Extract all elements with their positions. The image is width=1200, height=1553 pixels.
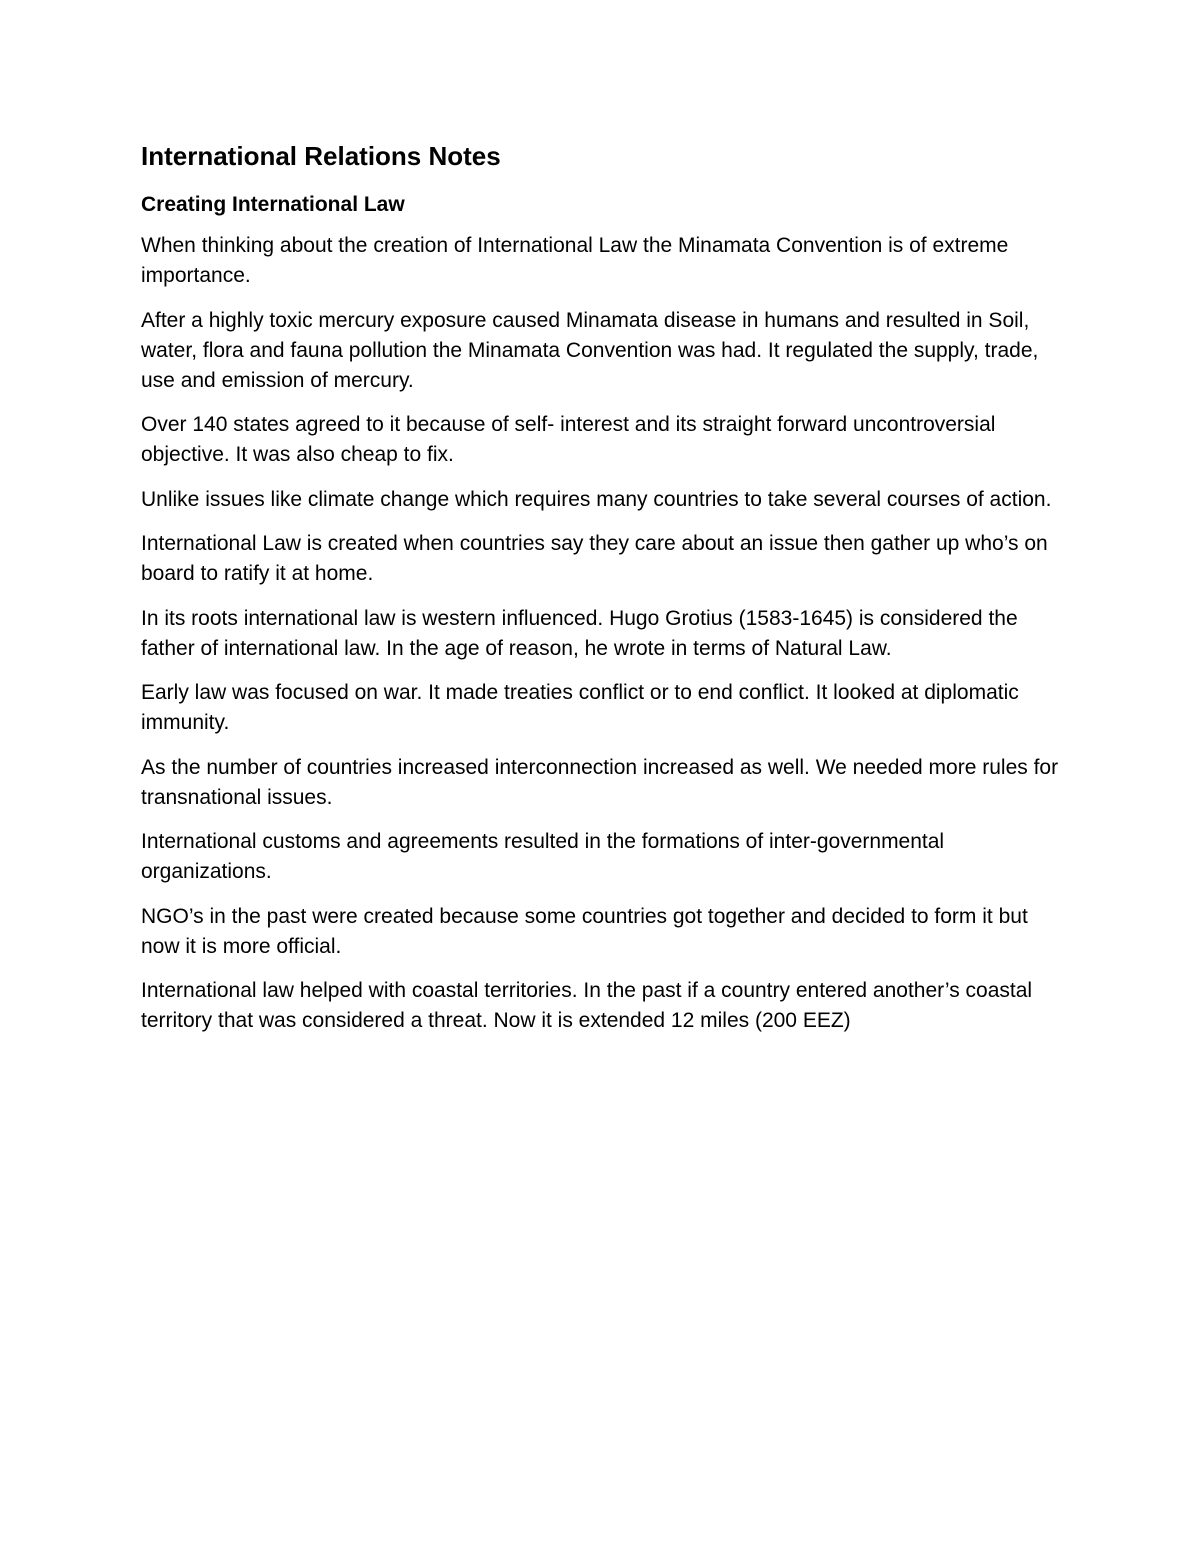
document-body bbox=[141, 139, 1071, 1051]
paragraph: Over 140 states agreed to it because of self- interest and its straight forward uncontroversial objective. It was also cheap to fix. bbox=[141, 413, 996, 466]
document-title: International Relations Notes bbox=[141, 141, 501, 171]
section-heading: Creating International Law bbox=[141, 193, 405, 216]
paragraph: Early law was focused on war. It made treaties conflict or to end conflict. It looked at diplomatic immunity. bbox=[141, 681, 1019, 734]
paragraph: Unlike issues like climate change which requires many countries to take several courses of action. bbox=[141, 487, 1052, 511]
paragraph: NGO’s in the past were created because some countries got together and decided to form it but now it is more official. bbox=[141, 904, 1028, 958]
paragraph: International customs and agreements resulted in the formations of inter-governmental organizations. bbox=[141, 830, 945, 883]
paragraph: When thinking about the creation of International Law the Minamata Convention is of extreme importance. bbox=[141, 234, 1009, 287]
paragraph: As the number of countries increased interconnection increased as well. We needed more rules for transnational issues. bbox=[141, 755, 1059, 809]
paragraph: In its roots international law is western influenced. Hugo Grotius (1583-1645) is considered the father of international law. In the age of reason, he wrote in terms of Natural Law. bbox=[141, 606, 1018, 660]
paragraph: After a highly toxic mercury exposure caused Minamata disease in humans and resulted in Soil, water, flora and fauna pollution the Minamata Convention was had. It regulated the supply, trade, use and emission of mercury. bbox=[141, 308, 1039, 392]
paragraph: International Law is created when countries say they care about an issue then gather up who’s on board to ratify it at home. bbox=[141, 532, 1048, 585]
paragraph: International law helped with coastal territories. In the past if a country entered another’s coastal territory that was considered a threat. Now it is extended 12 miles (200 EEZ) bbox=[141, 979, 1033, 1032]
